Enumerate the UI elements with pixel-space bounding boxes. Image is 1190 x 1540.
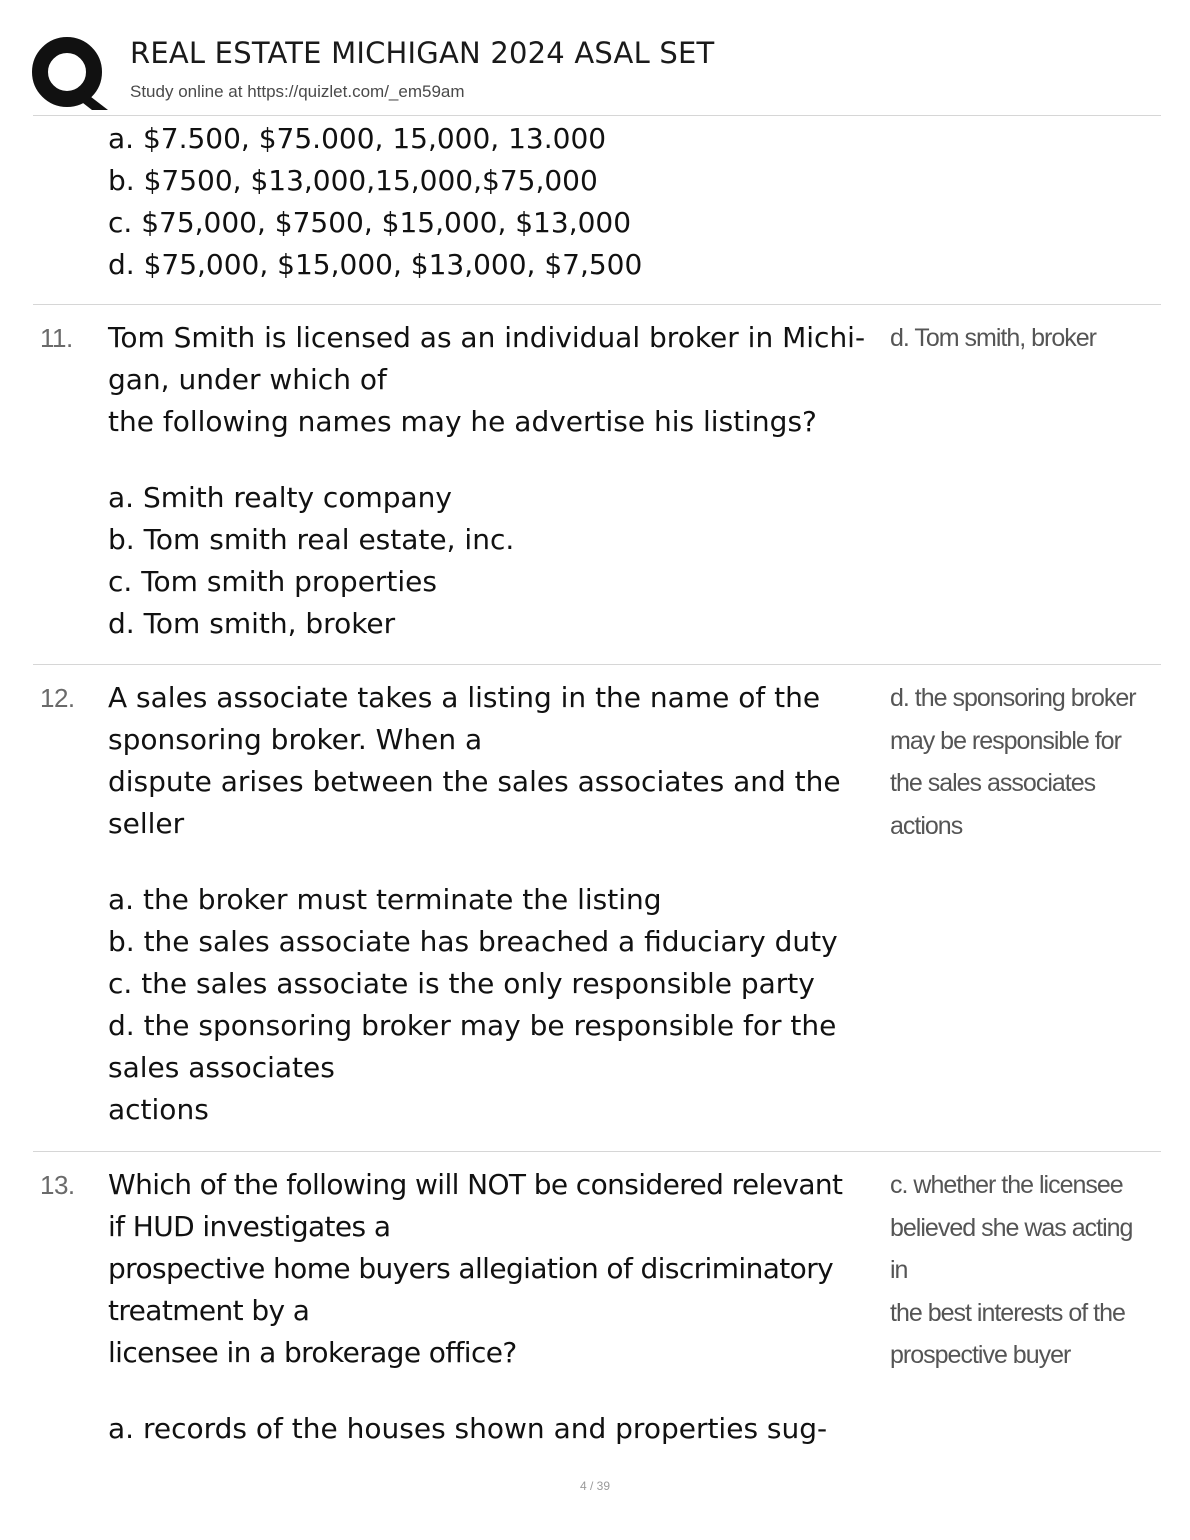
quizlet-q-icon [30,34,110,114]
divider [33,664,1161,665]
answer-text: d. Tom smith, broker [890,324,1097,352]
divider [33,115,1161,116]
question-text: A sales associate takes a listing in the name of the sponsoring broker. When a dispute arises between the sales associates and the seller [108,681,841,840]
option-a: a. records of the houses shown and properties sug- [108,1412,828,1445]
study-online-link[interactable]: Study online at https://quizlet.com/_em59am [130,82,465,101]
option-d: d. Tom smith, broker [108,607,396,640]
divider [33,304,1161,305]
option-d: d. $75,000, $15,000, $13,000, $7,500 [108,248,643,281]
options-list [108,879,908,1131]
answer-text: d. the sponsoring broker may be responsible for the sales associates actions [890,684,1136,840]
option-b: b. the sales associate has breached a fiduciary duty [108,925,838,958]
document-title: REAL ESTATE MICHIGAN 2024 ASAL SET [130,36,715,70]
option-a: a. $7.500, $75.000, 15,000, 13.000 [108,122,607,155]
option-c: c. Tom smith properties [108,565,437,598]
option-a: a. the broker must terminate the listing [108,883,662,916]
option-d: d. the sponsoring broker may be responsible for the [108,1009,837,1042]
option-c: c. the sales associate is the only responsible party [108,967,815,1000]
option-b: b. $7500, $13,000,15,000,$75,000 [108,164,598,197]
answer-text: c. whether the licensee believed she was acting in the best interests of the prospective buyer [890,1171,1133,1369]
option-d-continued: sales associates [108,1051,335,1084]
option-d-continued: actions [108,1093,209,1126]
divider [33,1151,1161,1152]
question-text: Which of the following will NOT be considered relevant if HUD investigates a prospective home buyers allegiation of discriminatory treatment by a licensee in a brokerage office? [108,1168,843,1369]
options-list [108,477,908,645]
option-a: a. Smith realty company [108,481,452,514]
continued-options [108,118,908,286]
option-c: c. $75,000, $7500, $15,000, $13,000 [108,206,632,239]
question-number: 13. [40,1170,75,1200]
option-b: b. Tom smith real estate, inc. [108,523,515,556]
question-number: 12. [40,683,75,713]
question-number: 11. [40,323,73,353]
page-number: 4 / 39 [579,1479,611,1493]
question-text: Tom Smith is licensed as an individual broker in Michi- gan, under which of the following names may he advertise his listings? [108,321,866,438]
page-header [30,30,1160,114]
options-list [108,1408,908,1450]
